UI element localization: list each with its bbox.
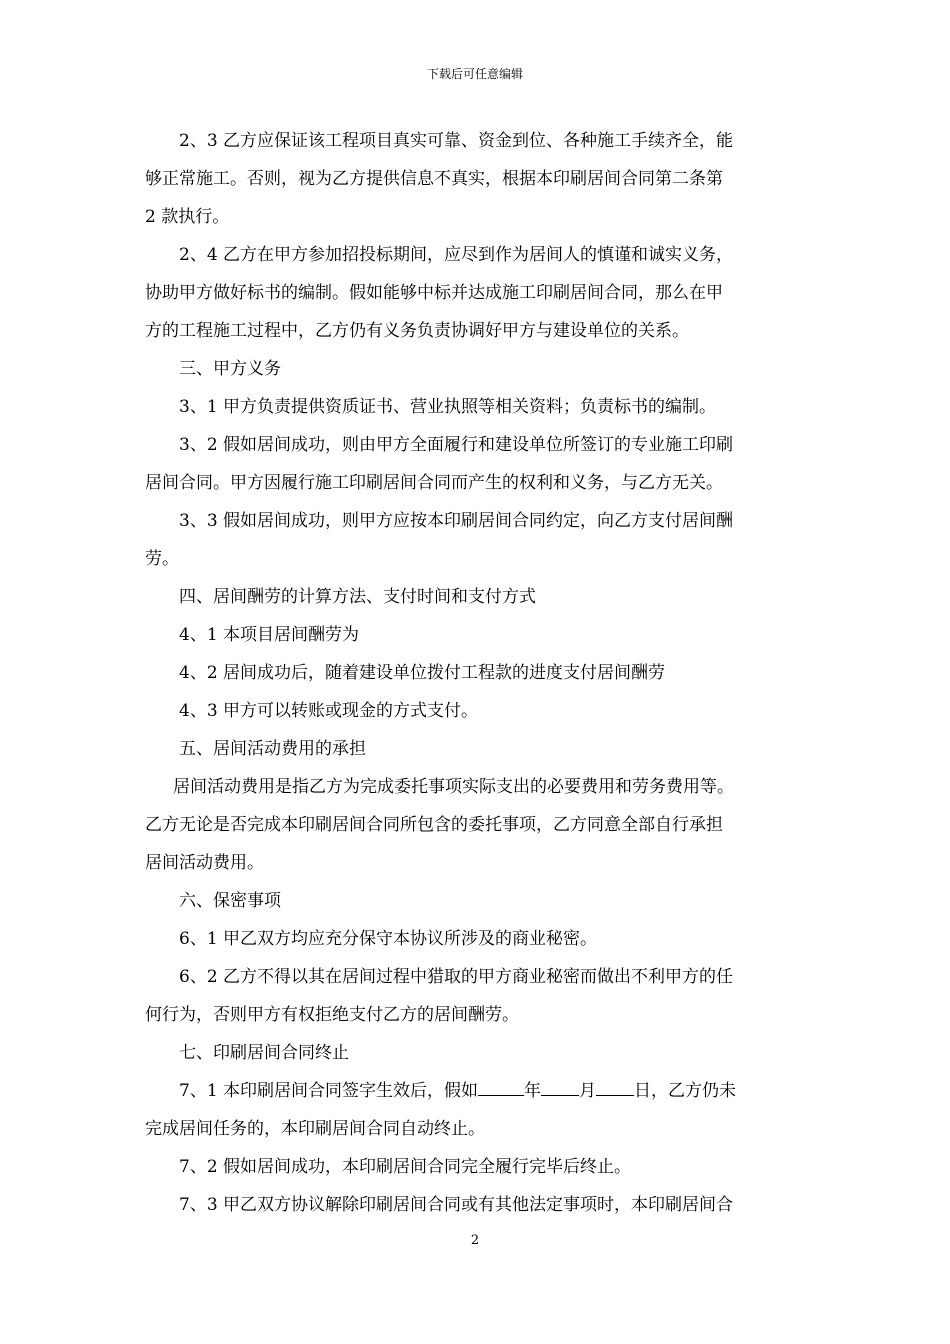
paragraph-line: 3、1 甲方负责提供资质证书、营业执照等相关资料；负责标书的编制。 [179,397,717,417]
paragraph-line: 居间活动费用。 [145,853,264,873]
page-number: 2 [470,1233,480,1248]
section-heading: 五、居间活动费用的承担 [179,739,366,759]
year-label: 年 [524,1081,542,1101]
paragraph-line: 劳。 [145,549,179,569]
paragraph-line: 4、1 本项目居间酬劳为 [179,625,360,645]
paragraph-line: 7、3 甲乙双方协议解除印刷居间合同或有其他法定事项时，本印刷居间合 [179,1195,734,1215]
paragraph-line: 乙方无论是否完成本印刷居间合同所包含的委托事项，乙方同意全部自行承担 [145,815,723,835]
section-heading: 三、甲方义务 [179,359,281,379]
paragraph-line: 2、4 乙方在甲方参加招投标期间，应尽到作为居间人的慎谨和诚实义务， [179,245,734,265]
paragraph-line: 2 款执行。 [145,207,230,227]
clause-7-1-prefix: 7、1 本印刷居间合同签字生效后，假如 [179,1081,479,1101]
paragraph-line: 协助甲方做好标书的编制。假如能够中标并达成施工印刷居间合同，那么在甲 [145,283,723,303]
paragraph-line: 4、3 甲方可以转账或现金的方式支付。 [179,701,479,721]
day-label: 日，乙方仍未 [634,1081,737,1101]
paragraph-line: 2、3 乙方应保证该工程项目真实可靠、资金到位、各种施工手续齐全，能 [179,131,734,151]
paragraph-line: 3、2 假如居间成功，则由甲方全面履行和建设单位所签订的专业施工印刷 [179,435,734,455]
section-heading: 七、印刷居间合同终止 [179,1043,349,1063]
year-blank [478,1081,524,1096]
month-blank [541,1081,579,1096]
section-heading: 六、保密事项 [179,891,281,911]
paragraph-line: 4、2 居间成功后，随着建设单位拨付工程款的进度支付居间酬劳 [179,663,666,683]
paragraph-line: 何行为，否则甲方有权拒绝支付乙方的居间酬劳。 [145,1005,519,1025]
paragraph-line: 完成居间任务的，本印刷居间合同自动终止。 [145,1119,485,1139]
section-heading: 四、居间酬劳的计算方法、支付时间和支付方式 [179,587,536,607]
paragraph-line: 居间合同。甲方因履行施工印刷居间合同而产生的权利和义务，与乙方无关。 [145,473,723,493]
paragraph-line: 方的工程施工过程中，乙方仍有义务负责协调好甲方与建设单位的关系。 [145,321,689,341]
paragraph-line: 够正常施工。否则，视为乙方提供信息不真实，根据本印刷居间合同第二条第 [145,169,723,189]
paragraph-line: 6、1 甲乙双方均应充分保守本协议所涉及的商业秘密。 [179,929,598,949]
paragraph-line: 7、2 假如居间成功，本印刷居间合同完全履行完毕后终止。 [179,1157,632,1177]
page-header: 下载后可任意编辑 [426,67,523,81]
document-body [145,122,807,1224]
paragraph-line: 3、3 假如居间成功，则甲方应按本印刷居间合同约定，向乙方支付居间酬 [179,511,734,531]
paragraph-line: 6、2 乙方不得以其在居间过程中猎取的甲方商业秘密而做出不利甲方的任 [179,967,734,987]
month-label: 月 [579,1081,597,1101]
clause-7-1-line [145,1072,807,1110]
paragraph-line: 居间活动费用是指乙方为完成委托事项实际支出的必要费用和劳务费用等。 [173,777,734,797]
day-blank [596,1081,634,1096]
